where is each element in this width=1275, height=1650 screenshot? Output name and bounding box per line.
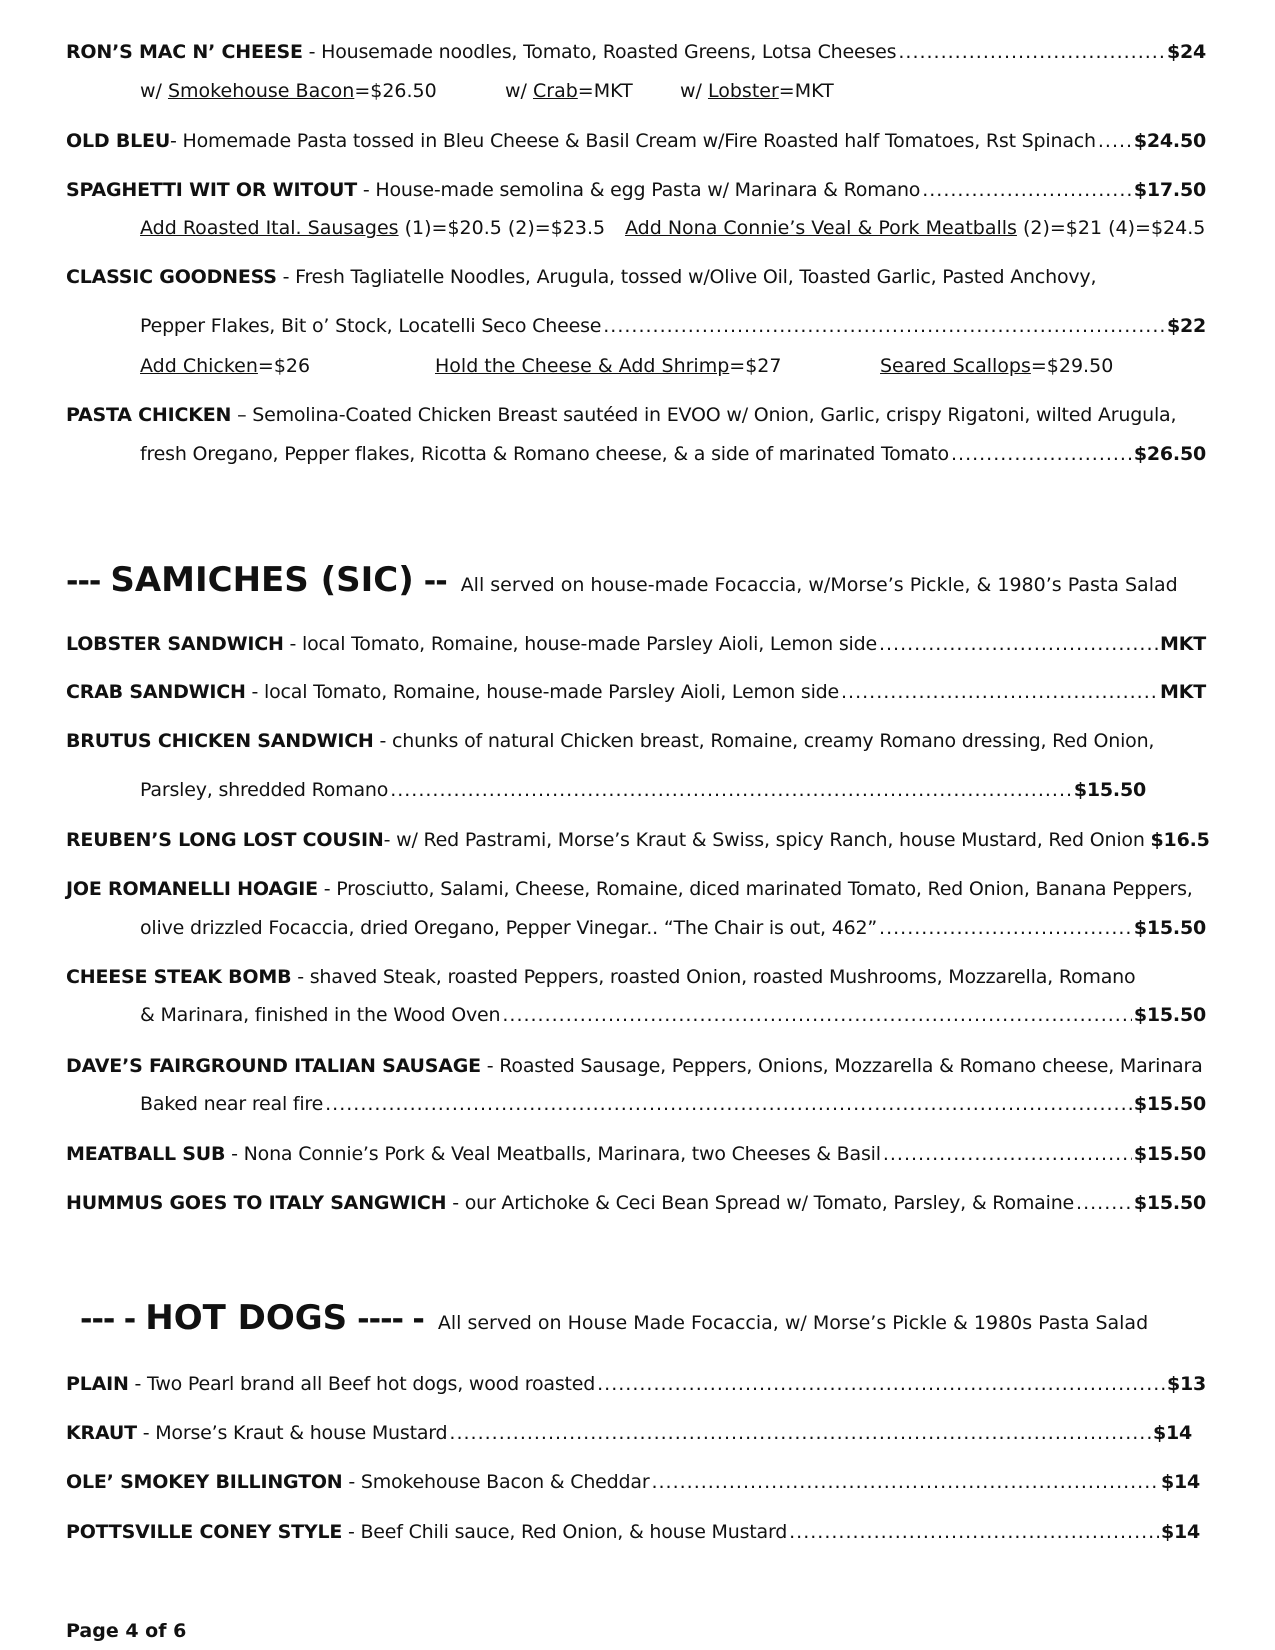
item-name: OLD BLEU <box>66 130 171 152</box>
item-name: KRAUT <box>66 1422 137 1444</box>
option-price: =MKT <box>577 80 633 102</box>
item-name: BRUTUS CHICKEN SANDWICH <box>66 730 374 752</box>
option-label: Lobster <box>707 80 779 102</box>
menu-item-reuben <box>66 826 1210 854</box>
item-description: - Two Pearl brand all Beef hot dogs, wood roasted <box>128 1373 596 1395</box>
leader-dots <box>879 630 1158 658</box>
option-price: (1)=$20.5 (2)=$23.5 <box>398 217 606 239</box>
item-description: - Prosciutto, Salami, Cheese, Romaine, diced marinated Tomato, Red Onion, Banana Peppers, <box>317 878 1193 900</box>
item-name: CLASSIC GOODNESS <box>66 266 277 288</box>
item-price: $22 <box>1166 315 1206 337</box>
leader-dots <box>922 176 1132 204</box>
item-description: - Fresh Tagliatelle Noodles, Arugula, tossed w/Olive Oil, Toasted Garlic, Pasted Anchovy, <box>276 266 1097 288</box>
menu-item-crab-sandwich <box>66 678 1206 706</box>
item-description: - chunks of natural Chicken breast, Romaine, creamy Romano dressing, Red Onion, <box>373 730 1155 752</box>
option-price: (2)=$21 (4)=$24.5 <box>1016 217 1206 239</box>
option-meatballs <box>625 214 1205 242</box>
option-label: Add Nona Connie’s Veal & Pork Meatballs <box>625 217 1017 239</box>
header-dash: -- <box>423 564 447 599</box>
option-label: Crab <box>532 80 578 102</box>
item-name: DAVE’S FAIRGROUND ITALIAN SAUSAGE <box>66 1055 481 1077</box>
leader-dots <box>789 1518 1159 1546</box>
item-name: OLE’ SMOKEY BILLINGTON <box>66 1471 343 1493</box>
item-price: $14 <box>1152 1422 1192 1444</box>
menu-item-classic-goodness <box>66 263 1206 291</box>
header-dash: ---- - <box>357 1302 424 1337</box>
option-price: =$29.50 <box>1030 355 1114 377</box>
menu-item-hoagie-cont <box>140 914 1206 942</box>
leader-dots <box>883 1140 1132 1168</box>
option-label: Add Chicken <box>140 355 258 377</box>
menu-item-cheese-steak-cont <box>140 1001 1206 1029</box>
menu-item-old-bleu <box>66 127 1206 155</box>
item-description: - Morse’s Kraut & house Mustard <box>136 1422 448 1444</box>
menu-item-pasta-chicken <box>66 401 1206 429</box>
item-price: $13 <box>1166 1373 1206 1395</box>
item-description: - w/ Red Pastrami, Morse’s Kraut & Swiss, spicy Ranch, house Mustard, Red Onion <box>383 829 1151 851</box>
item-description: Pepper Flakes, Bit o’ Stock, Locatelli Seco Cheese <box>140 315 602 337</box>
option-label: Smokehouse Bacon <box>167 80 355 102</box>
option-price: =$27 <box>729 355 782 377</box>
item-price: MKT <box>1160 633 1206 655</box>
menu-item-lobster-sandwich <box>66 630 1206 658</box>
item-price: $24.50 <box>1133 130 1206 152</box>
option-shrimp <box>435 352 781 380</box>
section-header-hot-dogs <box>80 1298 1206 1338</box>
item-price: $14 <box>1160 1471 1200 1493</box>
menu-item-sausage <box>66 1052 1206 1080</box>
item-name: CHEESE STEAK BOMB <box>66 966 292 988</box>
menu-item-kraut-dog <box>66 1419 1192 1447</box>
option-label: Add Roasted Ital. Sausages <box>140 217 399 239</box>
leader-dots <box>597 1370 1165 1398</box>
menu-item-sausage-cont <box>140 1090 1206 1118</box>
item-description: & Marinara, finished in the Wood Oven <box>140 1004 501 1026</box>
leader-dots <box>502 1001 1132 1029</box>
item-name: JOE ROMANELLI HOAGIE <box>66 878 318 900</box>
option-sausages <box>140 214 605 242</box>
item-description: fresh Oregano, Pepper flakes, Ricotta & Romano cheese, & a side of marinated Tomato <box>140 443 949 465</box>
menu-item-plain-dog <box>66 1370 1206 1398</box>
option-label: Seared Scallops <box>880 355 1031 377</box>
option-price: =$26 <box>257 355 311 377</box>
item-name: RON’S MAC N’ CHEESE <box>66 41 303 63</box>
menu-item-cheese-steak <box>66 963 1206 991</box>
menu-item-spaghetti <box>66 176 1206 204</box>
section-subtitle: All served on house-made Focaccia, w/Morse’s Pickle, & 1980’s Pasta Salad <box>460 574 1178 596</box>
item-price: $15.50 <box>1133 1004 1206 1026</box>
item-description: Baked near real fire <box>140 1093 324 1115</box>
leader-dots <box>951 440 1132 468</box>
option-price: =MKT <box>778 80 834 102</box>
menu-item-brutus <box>66 727 1206 755</box>
section-title: SAMICHES (SIC) <box>110 560 414 600</box>
leader-dots <box>651 1468 1158 1496</box>
item-description: – Semolina-Coated Chicken Breast sautéed in EVOO w/ Onion, Garlic, crispy Rigatoni, wilted Arugula, <box>231 404 1177 426</box>
item-description: - Roasted Sausage, Peppers, Onions, Mozzarella & Romano cheese, Marinara <box>480 1055 1203 1077</box>
item-description: olive drizzled Focaccia, dried Oregano, Pepper Vinegar.. “The Chair is out, 462” <box>140 917 878 939</box>
section-title: HOT DOGS <box>145 1298 348 1338</box>
option-chicken <box>140 352 310 380</box>
section-subtitle: All served on House Made Focaccia, w/ Morse’s Pickle & 1980s Pasta Salad <box>437 1312 1149 1334</box>
item-description: - shaved Steak, roasted Peppers, roasted Onion, roasted Mushrooms, Mozzarella, Romano <box>291 966 1136 988</box>
option-bacon: w/ Smokehouse Bacon=$26.50 <box>140 80 437 102</box>
menu-item-coney-dog <box>66 1518 1200 1546</box>
item-name: LOBSTER SANDWICH <box>66 633 284 655</box>
item-name: HUMMUS GOES TO ITALY SANGWICH <box>66 1192 447 1214</box>
item-price: $14 <box>1160 1521 1200 1543</box>
leader-dots <box>1098 127 1132 155</box>
item-name: CRAB SANDWICH <box>66 681 246 703</box>
item-name: REUBEN’S LONG LOST COUSIN <box>66 829 384 851</box>
item-name: SPAGHETTI WIT OR WITOUT <box>66 179 358 201</box>
menu-item-pasta-chicken-cont <box>140 440 1206 468</box>
item-name: MEATBALL SUB <box>66 1143 226 1165</box>
item-description: - our Artichoke & Ceci Bean Spread w/ Tomato, Parsley, & Romaine <box>446 1192 1075 1214</box>
option-lobster: w/ Lobster=MKT <box>680 80 834 102</box>
header-dash: --- - <box>80 1302 136 1337</box>
menu-item-hummus <box>66 1189 1206 1217</box>
item-price: $15.50 <box>1073 779 1146 801</box>
item-price: MKT <box>1160 681 1206 703</box>
item-description: - Smokehouse Bacon & Cheddar <box>342 1471 650 1493</box>
item-price: $16.5 <box>1150 829 1210 851</box>
item-price: $17.50 <box>1133 179 1206 201</box>
item-price: $15.50 <box>1133 1093 1206 1115</box>
header-dash: --- <box>66 564 101 599</box>
item-description: - House-made semolina & egg Pasta w/ Marinara & Romano <box>357 179 921 201</box>
menu-item-brutus-cont <box>140 776 1146 804</box>
item-name: PASTA CHICKEN <box>66 404 232 426</box>
item-description: - Homemade Pasta tossed in Bleu Cheese & Basil Cream w/Fire Roasted half Tomatoes, Rst Spinach <box>170 130 1096 152</box>
item-description: Parsley, shredded Romano <box>140 779 389 801</box>
item-description: - Nona Connie’s Pork & Veal Meatballs, Marinara, two Cheeses & Basil <box>225 1143 881 1165</box>
menu-item-classic-goodness-cont <box>140 312 1206 340</box>
item-price: $15.50 <box>1133 917 1206 939</box>
menu-item-mac-n-cheese <box>66 38 1206 66</box>
page-number: Page 4 of 6 <box>66 1620 187 1642</box>
section-header-samiches <box>66 560 1206 600</box>
menu-item-hoagie <box>66 875 1206 903</box>
leader-dots <box>449 1419 1151 1447</box>
leader-dots <box>879 914 1132 942</box>
menu-item-meatball-sub <box>66 1140 1206 1168</box>
item-description: - local Tomato, Romaine, house-made Parsley Aioli, Lemon side <box>245 681 840 703</box>
item-name: PLAIN <box>66 1373 129 1395</box>
leader-dots <box>603 312 1165 340</box>
item-price: $15.50 <box>1133 1143 1206 1165</box>
leader-dots <box>325 1090 1132 1118</box>
leader-dots <box>1076 1189 1132 1217</box>
leader-dots <box>898 38 1165 66</box>
leader-dots <box>841 678 1158 706</box>
item-description: - Beef Chili sauce, Red Onion, & house Mustard <box>342 1521 788 1543</box>
item-name: POTTSVILLE CONEY STYLE <box>66 1521 343 1543</box>
option-label: Hold the Cheese & Add Shrimp <box>435 355 730 377</box>
item-price: $24 <box>1166 41 1206 63</box>
leader-dots <box>390 776 1072 804</box>
item-description: - Housemade noodles, Tomato, Roasted Greens, Lotsa Cheeses <box>302 41 897 63</box>
menu-item-smokey-dog <box>66 1468 1200 1496</box>
item-description: - local Tomato, Romaine, house-made Parsley Aioli, Lemon side <box>283 633 877 655</box>
option-scallops <box>880 352 1113 380</box>
option-crab: w/ Crab=MKT <box>505 80 633 102</box>
option-price: =$26.50 <box>354 80 437 102</box>
item-price: $15.50 <box>1133 1192 1206 1214</box>
item-price: $26.50 <box>1133 443 1206 465</box>
